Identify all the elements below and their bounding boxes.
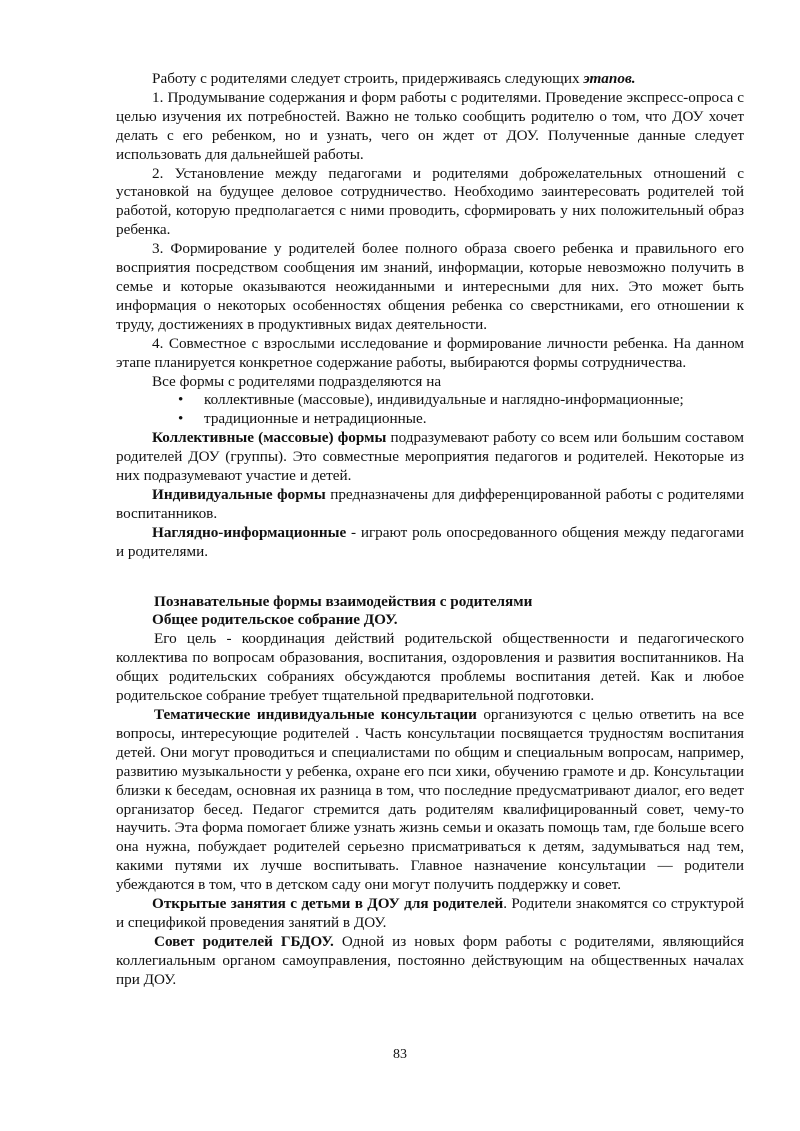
subsection-heading: Общее родительское собрание ДОУ. xyxy=(152,611,398,629)
intro-emphasis: этапов. xyxy=(583,70,636,87)
bullet-icon: • xyxy=(178,410,184,428)
collective-forms-paragraph: Коллективные (массовые) формы подразумевают работу со всем или большим составом родителей ДОУ (группы). Это совместные мероприятия педагогов и родителей. Некоторые из них подразумевают участие и детей. xyxy=(116,429,745,485)
open-lessons-term: Открытые занятия с детьми в ДОУ для родителей xyxy=(152,895,504,913)
stage-2: 2. Установление между педагогами и родителями доброжелательных отношений с установкой на будущее деловое сотрудничество. Необходимо заинтересовать родителей той работой, которую предполагается с ними проводить, сформировать у них положительный образ ребенка. xyxy=(116,164,744,239)
section-heading: Познавательные формы взаимодействия с родителями xyxy=(154,592,533,610)
visual-forms-term: Наглядно-информационные xyxy=(152,523,347,541)
list-item: • традиционные и нетрадиционные. xyxy=(178,410,427,428)
stage-1: 1. Продумывание содержания и форм работы с родителями. Проведение экспресс-опроса с целью изучения их потребностей. Важно не только сообщить родителю о том, что ДОУ хочет делать с его ребенком, но и узнать, чего он ждет от ДОУ. Полученные данные следует использовать для дальнейшей работы. xyxy=(116,88,744,163)
individual-forms-paragraph: Индивидуальные формы предназначены для дифференцированной работы с родителями воспитанников. xyxy=(116,485,744,522)
consultations-term: Тематические индивидуальные консультации xyxy=(154,706,477,723)
council-term: Совет родителей ГБДОУ. xyxy=(154,932,334,950)
collective-forms-term: Коллективные (массовые) формы xyxy=(152,429,387,447)
meeting-paragraph: Его цель - координация действий родительской общественности и педагогического коллектива по вопросам образования, воспитания, оздоровления и развития воспитанников. На общих родительских собраниях обсуждаются проблемы воспитания детей. Как и любое родительское собрание требует тщательной предварительной подготовки. xyxy=(116,630,744,705)
consultations-paragraph: Тематические индивидуальные консультации организуются с целью ответить на все вопросы, интересующие родителей . Часть консультации посвящается трудностям воспитания детей. Они могут проводиться и специалистами по общим и специальным вопросам, например, развитию музыкальности у ребенка, охране его пси хики, обучению грамоте и др. Консультации близки к беседам, основная их разница в том, что последние предусматривают диалог, его ведет организатор бесед. Педагог стремится дать родителям квалифицированный совет, чему-то научить. Эта форма помогает ближе узнать жизнь семьи и оказать помощь там, где больше всего она нужна, побуждает родителей серьезно присматриваться к детям, задумываться над тем, какими путями их лучше воспитывать. Главное назначение консультации — родители убеждаются в том, что в детском саду они могут получить поддержку и совет. xyxy=(116,706,744,894)
forms-list xyxy=(116,391,744,429)
bullet-icon: • xyxy=(178,391,184,409)
intro-paragraph xyxy=(116,70,744,89)
forms-intro: Все формы с родителями подразделяются на xyxy=(152,372,442,390)
intro-text: Работу с родителями следует строить, придерживаясь следующих xyxy=(152,70,584,87)
council-paragraph: Совет родителей ГБДОУ. Одной из новых форм работы с родителями, являющийся коллегиальным органом самоуправления, постоянно действующим на общественных началах при ДОУ. xyxy=(116,932,744,988)
stage-4: 4. Совместное с взрослыми исследование и формирование личности ребенка. На данном этапе планируется конкретное содержание работы, выбираются формы сотрудничества. xyxy=(116,334,744,371)
visual-forms-paragraph: Наглядно-информационные - играют роль опосредованного общения между педагогами и родителями. xyxy=(116,523,744,560)
individual-forms-term: Индивидуальные формы xyxy=(152,485,326,503)
document-page xyxy=(116,70,744,990)
list-item: • коллективные (массовые), индивидуальные и наглядно-информационные; xyxy=(178,391,684,409)
open-lessons-paragraph: Открытые занятия с детьми в ДОУ для родителей. Родители знакомятся со структурой и спецификой проведения занятий в ДОУ. xyxy=(116,895,744,931)
page-number: 83 xyxy=(393,1047,407,1062)
stage-3: 3. Формирование у родителей более полного образа своего ребенка и правильного его восприятия посредством сообщения им знаний, информации, которые невозможно получить в семье и которые оказываются неожиданными и интересными для них. Это может быть информация о некоторых особенностях общения ребенка со сверстниками, его отношении к труду, достижениях в продуктивных видах деятельности. xyxy=(116,240,744,333)
